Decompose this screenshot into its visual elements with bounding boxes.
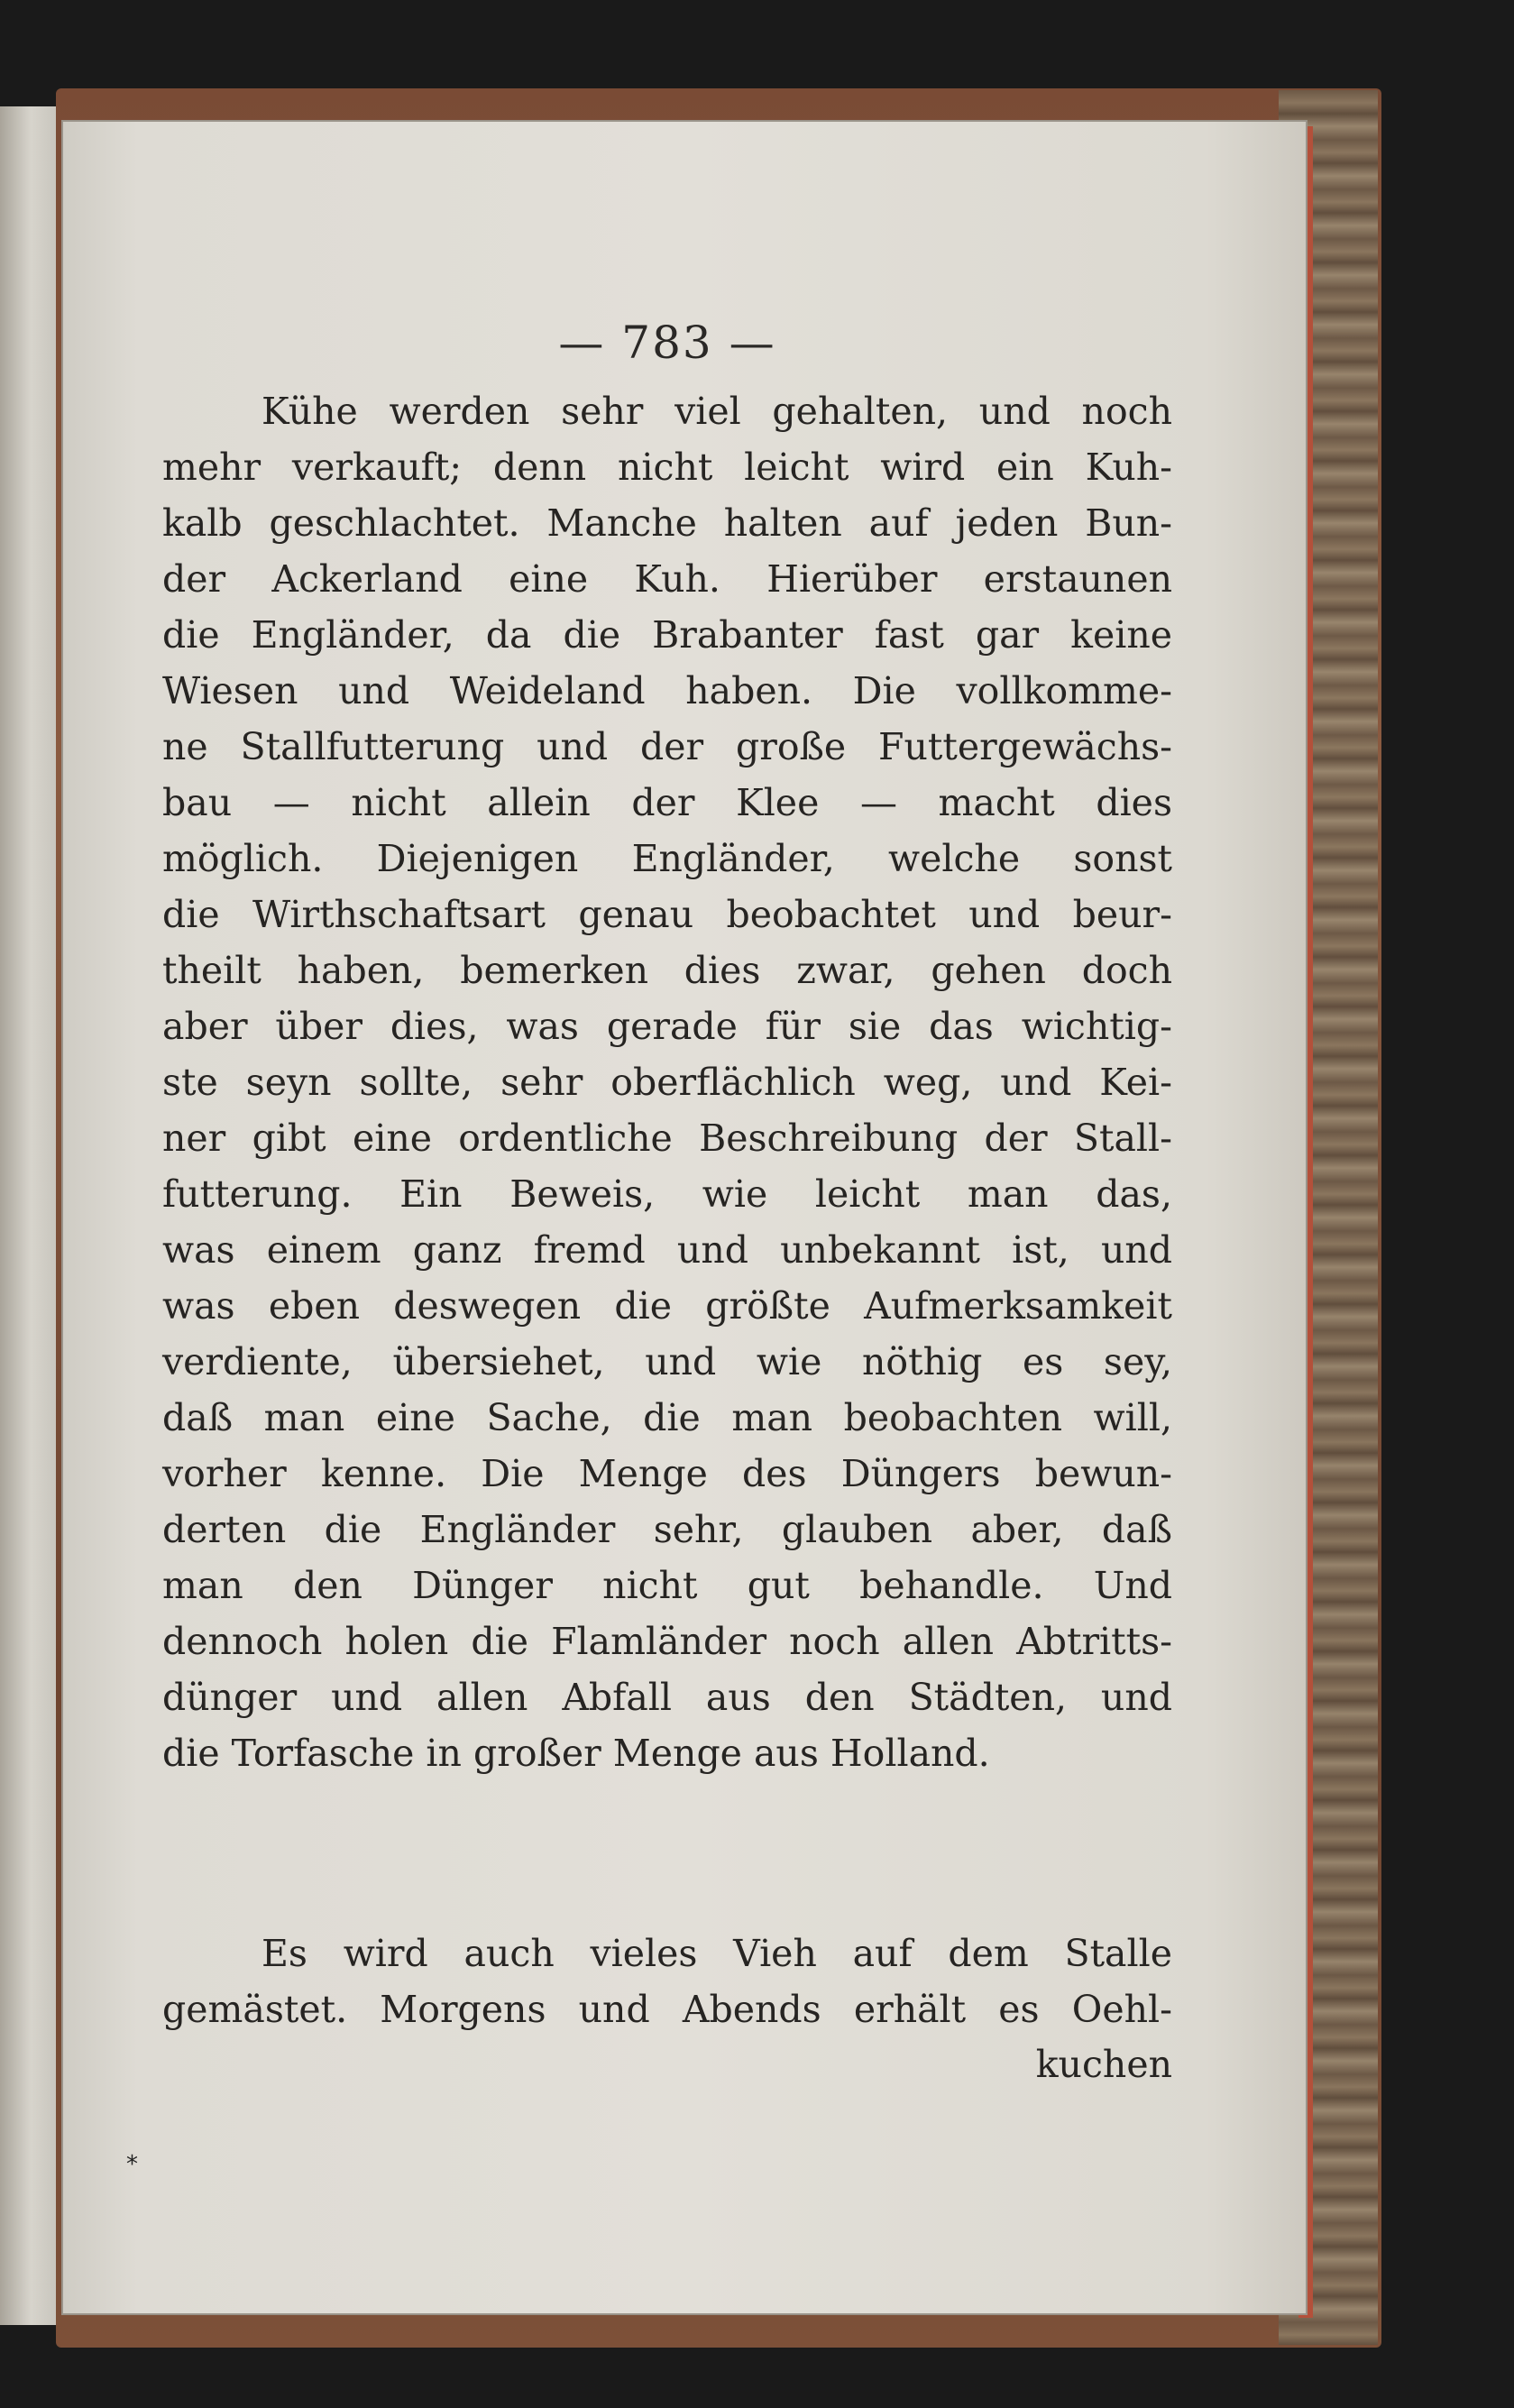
text-line: Wiesen und Weideland haben. Die vollkomme- [162,669,1172,712]
text-line: ste seyn sollte, sehr oberflächlich weg, und Kei- [162,1061,1172,1104]
paragraph-2 [162,1925,1172,2037]
left-page-edge [0,106,59,2325]
text-line: was einem ganz fremd und unbekannt ist, und [162,1228,1172,1272]
paragraph-1 [162,383,1172,1781]
text-line: theilt haben, bemerken dies zwar, gehen doch [162,949,1172,992]
text-line: man den Dünger nicht gut behandle. Und [162,1564,1172,1607]
text-line: die Wirthschaftsart genau beobachtet und beur- [162,893,1172,936]
text-line: kalb geschlachtet. Manche halten auf jeden Bun- [162,501,1172,545]
text-line: ne Stallfutterung und der große Futtergewächs- [162,725,1172,768]
text-line: Es wird auch vieles Vieh auf dem Stalle [262,1932,1172,1975]
text-line: was eben deswegen die größte Aufmerksamkeit [162,1284,1172,1328]
text-line: der Ackerland eine Kuh. Hierüber erstaunen [162,557,1172,601]
text-line: dünger und allen Abfall aus den Städten, und [162,1676,1172,1719]
text-line: bau — nicht allein der Klee — macht dies [162,781,1172,824]
text-line: die Torfasche in großer Menge aus Holland. [162,1732,990,1775]
text-line: ner gibt eine ordentliche Beschreibung der Stall- [162,1117,1172,1160]
text-line: die Engländer, da die Brabanter fast gar keine [162,613,1172,657]
text-line: daß man eine Sache, die man beobachten will, [162,1396,1172,1439]
text-line: Kühe werden sehr viel gehalten, und noch [262,390,1172,433]
asterisk-mark: * [126,2151,138,2178]
book-page [63,122,1306,2313]
page-number: — 783 — [558,317,776,369]
text-line: möglich. Diejenigen Engländer, welche sonst [162,837,1172,880]
text-line: dennoch holen die Flamländer noch allen Abtritts- [162,1620,1172,1663]
text-line: futterung. Ein Beweis, wie leicht man das, [162,1172,1172,1216]
catchword: kuchen [1035,2043,1172,2086]
text-line: verdiente, übersiehet, und wie nöthig es sey, [162,1340,1172,1383]
text-line: vorher kenne. Die Menge des Düngers bewun- [162,1452,1172,1495]
text-line: aber über dies, was gerade für sie das wichtig- [162,1005,1172,1048]
text-line: derten die Engländer sehr, glauben aber, daß [162,1508,1172,1551]
text-line: gemästet. Morgens und Abends erhält es Oehl- [162,1988,1172,2031]
text-line: mehr verkauft; denn nicht leicht wird ein Kuh- [162,446,1172,489]
